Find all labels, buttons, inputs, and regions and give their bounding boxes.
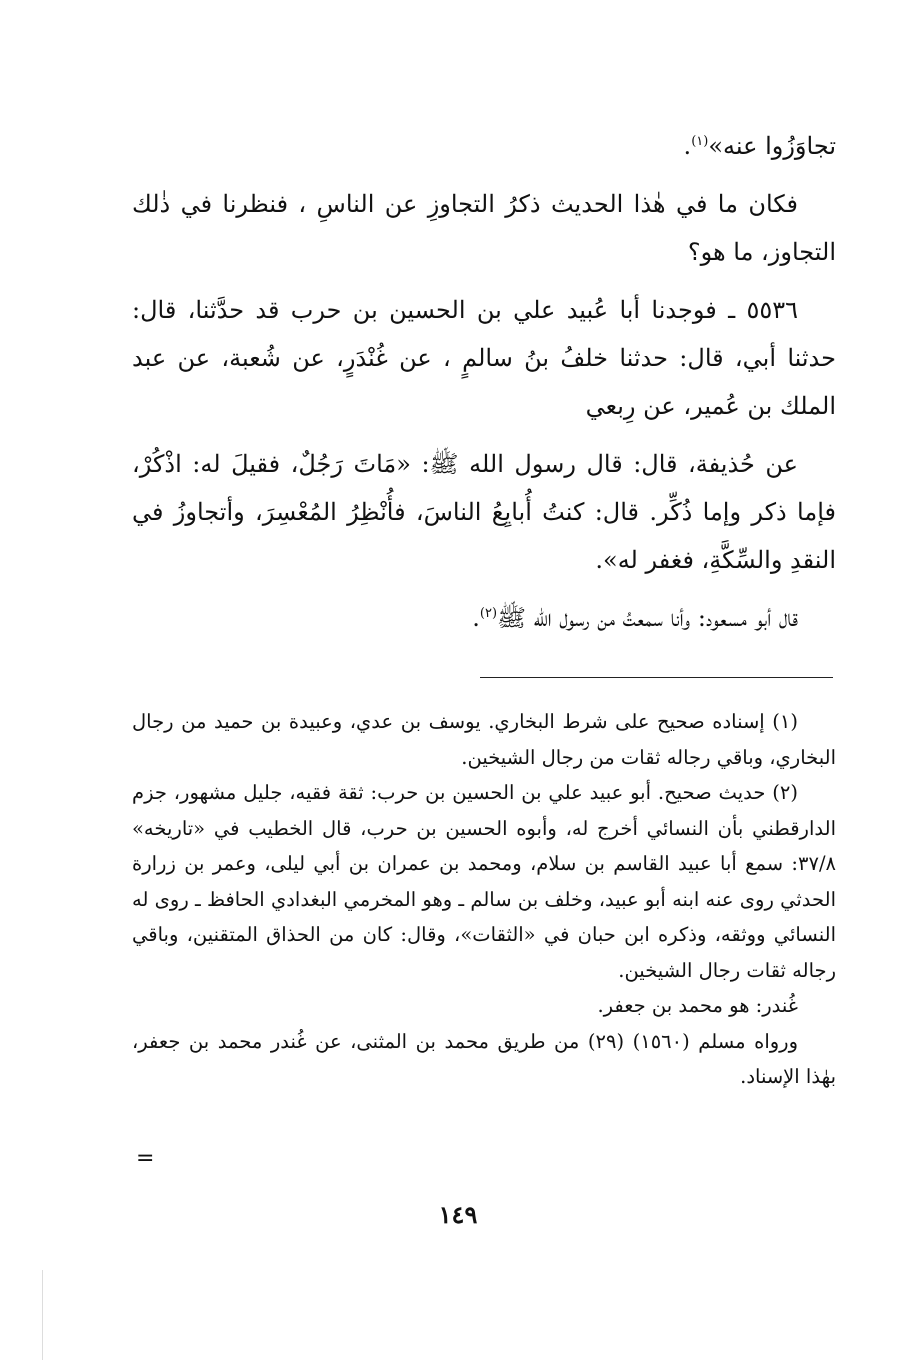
paragraph-hadith-chain: ٥٥٣٦ ـ فوجدنا أبا عُبيد علي بن الحسين بن حرب قد حدَّثنا، قال: حدثنا أبي، قال: حدثنا خلفُ بنُ سالمٍ ، عن غُنْدَرٍ، عن شُعبة، عن عبد الملك بن عُمير، عن رِبعي bbox=[132, 296, 836, 420]
paragraph-abu-masud bbox=[132, 594, 836, 642]
main-text bbox=[132, 122, 836, 642]
footnote-separator bbox=[480, 677, 833, 678]
footnote-1: (١) إسناده صحيح على شرط البخاري. يوسف بن عدي، وعبيدة بن حميد من رجال البخاري، وباقي رجاله ثقات من رجال الشيخين. bbox=[132, 710, 836, 769]
continuation-end: . bbox=[683, 132, 692, 160]
abu-masud-text: قال أبو مسعود: وأنا سمعتُ من رسول الله ﷺ bbox=[497, 604, 798, 632]
page-number: ١٤٩ bbox=[438, 1200, 478, 1229]
footnote-ref-1: (١) bbox=[691, 134, 709, 149]
paragraph-commentary: فكان ما في هٰذا الحديث ذكرُ التجاوزِ عن الناسِ ، فنظرنا في ذٰلك التجاوز، ما هو؟ bbox=[132, 190, 836, 266]
footnote-2-ghundar: غُندر: هو محمد بن جعفر. bbox=[597, 994, 798, 1017]
footnote-ref-2: (٢) bbox=[479, 606, 498, 621]
paragraph-hadith-text: عن حُذيفة، قال: قال رسول الله ﷺ: «مَاتَ رَجُلٌ، فقيلَ له: اذْكُرْ، فإما ذكر وإما ذُكِّر. قال: كنتُ أُبايِعُ الناسَ، فأُنْظِرُ المُعْسِرَ، وأتجاوزُ في النقدِ والسِّكَّةِ، فغفر له». bbox=[132, 450, 836, 574]
continuation-line bbox=[132, 122, 836, 170]
footnote-2: (٢) حديث صحيح. أبو عبيد علي بن الحسين بن حرب: ثقة فقيه، جليل مشهور، جزم الدارقطني بأن النسائي أخرج له، وأبوه الحسين بن حرب، قال الخطيب في «تاريخه» ٣٧/٨: سمع أبا عبيد القاسم بن سلام، ومحمد بن عمران بن أبي ليلى، وعمر بن زرارة الحدثي روى عنه ابنه أبو عبيد، وخلف بن سالم ـ وهو المخرمي البغدادي الحافظ ـ روى له النسائي ووثقه، وذكره ابن حبان في «الثقات»، وقال: كان من الحذاق المتقنين، وباقي رجاله ثقات رجال الشيخين. bbox=[132, 781, 836, 982]
footnotes bbox=[132, 704, 836, 1095]
continuation-text: تجاوَزُوا عنه» bbox=[708, 132, 836, 160]
continuation-mark: = bbox=[136, 1146, 155, 1171]
abu-masud-end: . bbox=[472, 604, 480, 632]
footnote-2-muslim: ورواه مسلم (١٥٦٠) (٢٩) من طريق محمد بن المثنى، عن غُندر محمد بن جعفر، بهٰذا الإسناد. bbox=[132, 1029, 836, 1088]
scan-margin-line bbox=[42, 1270, 43, 1360]
